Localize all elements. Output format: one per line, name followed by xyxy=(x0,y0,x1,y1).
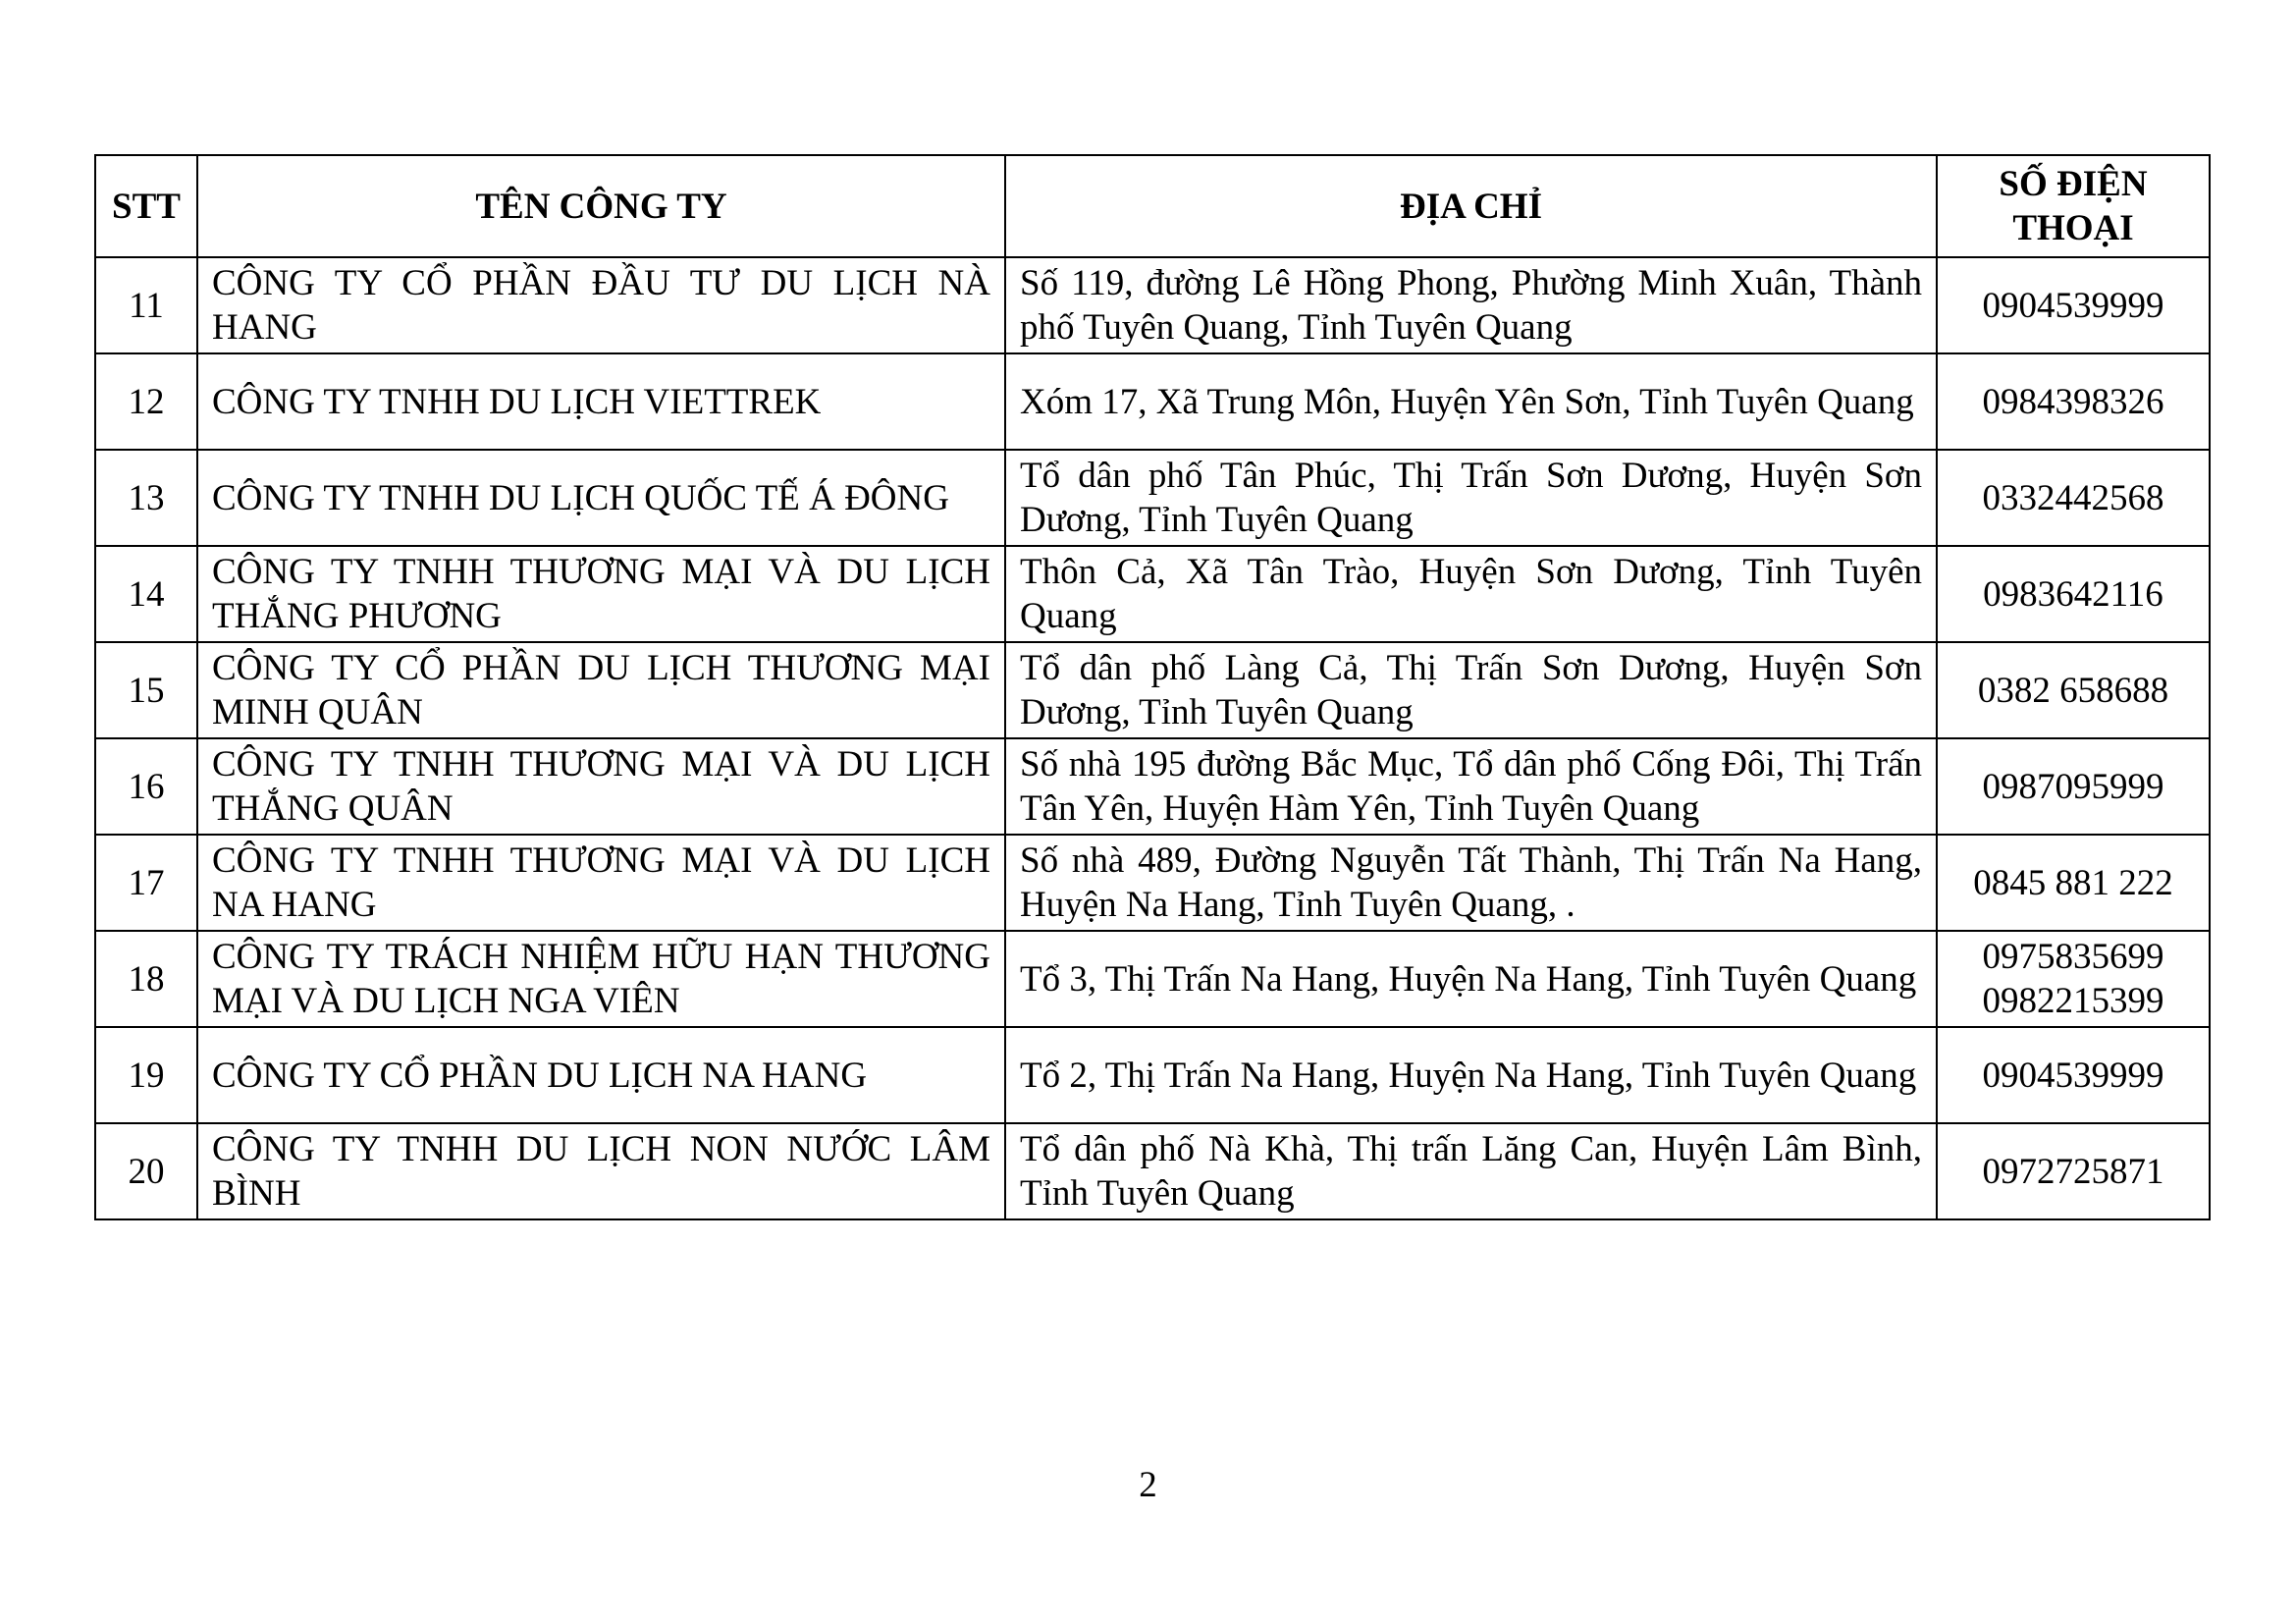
table-header-row xyxy=(95,155,2210,257)
phone-number: 0845 881 222 xyxy=(1973,862,2173,903)
phone-number: 0382 658688 xyxy=(1977,670,2169,711)
row-company-name: CÔNG TY CỔ PHẦN DU LỊCH NA HANG xyxy=(197,1027,1005,1123)
phone-number: 0972725871 xyxy=(1982,1151,2164,1192)
row-phone xyxy=(1937,1123,2210,1219)
phone-number: 0984398326 xyxy=(1982,381,2164,422)
row-stt: 12 xyxy=(95,353,197,450)
row-phone xyxy=(1937,1027,2210,1123)
row-address: Tổ dân phố Làng Cả, Thị Trấn Sơn Dương, Huyện Sơn Dương, Tỉnh Tuyên Quang xyxy=(1005,642,1937,738)
row-phone xyxy=(1937,257,2210,353)
header-phone: SỐ ĐIỆN THOẠI xyxy=(1937,155,2210,257)
phone-number: 0904539999 xyxy=(1982,285,2164,326)
row-phone xyxy=(1937,546,2210,642)
phone-number: 0987095999 xyxy=(1982,766,2164,807)
row-address: Thôn Cả, Xã Tân Trào, Huyện Sơn Dương, Tỉnh Tuyên Quang xyxy=(1005,546,1937,642)
row-stt: 11 xyxy=(95,257,197,353)
row-address: Tổ 2, Thị Trấn Na Hang, Huyện Na Hang, Tỉnh Tuyên Quang xyxy=(1005,1027,1937,1123)
row-address: Tổ 3, Thị Trấn Na Hang, Huyện Na Hang, Tỉnh Tuyên Quang xyxy=(1005,931,1937,1027)
header-stt: STT xyxy=(95,155,197,257)
table-row xyxy=(95,1123,2210,1219)
row-stt: 13 xyxy=(95,450,197,546)
row-company-name: CÔNG TY TNHH DU LỊCH QUỐC TẾ Á ĐÔNG xyxy=(197,450,1005,546)
row-address: Số nhà 489, Đường Nguyễn Tất Thành, Thị Trấn Na Hang, Huyện Na Hang, Tỉnh Tuyên Quang, . xyxy=(1005,835,1937,931)
header-address: ĐỊA CHỈ xyxy=(1005,155,1937,257)
table-row xyxy=(95,642,2210,738)
table-row xyxy=(95,450,2210,546)
phone-number: 0983642116 xyxy=(1983,573,2163,615)
phone-number: 0332442568 xyxy=(1982,477,2164,518)
phone-number: 0982215399 xyxy=(1982,981,2164,1021)
phone-number: 0975835699 xyxy=(1982,937,2164,977)
row-company-name: CÔNG TY CỔ PHẦN DU LỊCH THƯƠNG MẠI MINH QUÂN xyxy=(197,642,1005,738)
page-number: 2 xyxy=(1139,1465,1157,1505)
row-company-name: CÔNG TY CỔ PHẦN ĐẦU TƯ DU LỊCH NÀ HANG xyxy=(197,257,1005,353)
row-phone xyxy=(1937,353,2210,450)
table-row xyxy=(95,835,2210,931)
row-company-name: CÔNG TY TRÁCH NHIỆM HỮU HẠN THƯƠNG MẠI VÀ DU LỊCH NGA VIÊN xyxy=(197,931,1005,1027)
row-company-name: CÔNG TY TNHH THƯƠNG MẠI VÀ DU LỊCH THẮNG QUÂN xyxy=(197,738,1005,835)
row-phone xyxy=(1937,835,2210,931)
row-address: Tổ dân phố Tân Phúc, Thị Trấn Sơn Dương, Huyện Sơn Dương, Tỉnh Tuyên Quang xyxy=(1005,450,1937,546)
row-company-name: CÔNG TY TNHH THƯƠNG MẠI VÀ DU LỊCH NA HANG xyxy=(197,835,1005,931)
row-stt: 14 xyxy=(95,546,197,642)
row-company-name: CÔNG TY TNHH DU LỊCH VIETTREK xyxy=(197,353,1005,450)
row-phone xyxy=(1937,931,2210,1027)
phone-number: 0904539999 xyxy=(1982,1055,2164,1096)
row-address: Xóm 17, Xã Trung Môn, Huyện Yên Sơn, Tỉnh Tuyên Quang xyxy=(1005,353,1937,450)
header-company-name: TÊN CÔNG TY xyxy=(197,155,1005,257)
table-row xyxy=(95,931,2210,1027)
table-row xyxy=(95,353,2210,450)
row-phone xyxy=(1937,642,2210,738)
row-stt: 20 xyxy=(95,1123,197,1219)
row-company-name: CÔNG TY TNHH DU LỊCH NON NƯỚC LÂM BÌNH xyxy=(197,1123,1005,1219)
row-phone xyxy=(1937,738,2210,835)
table-row xyxy=(95,738,2210,835)
row-stt: 18 xyxy=(95,931,197,1027)
row-address: Số nhà 195 đường Bắc Mục, Tổ dân phố Cống Đôi, Thị Trấn Tân Yên, Huyện Hàm Yên, Tỉnh Tuyên Quang xyxy=(1005,738,1937,835)
table-row xyxy=(95,257,2210,353)
row-stt: 15 xyxy=(95,642,197,738)
table-body xyxy=(95,257,2210,1219)
table-row xyxy=(95,546,2210,642)
table-row xyxy=(95,1027,2210,1123)
row-stt: 19 xyxy=(95,1027,197,1123)
row-phone xyxy=(1937,450,2210,546)
row-stt: 17 xyxy=(95,835,197,931)
company-table xyxy=(94,154,2211,1220)
row-address: Tổ dân phố Nà Khà, Thị trấn Lăng Can, Huyện Lâm Bình, Tỉnh Tuyên Quang xyxy=(1005,1123,1937,1219)
row-company-name: CÔNG TY TNHH THƯƠNG MẠI VÀ DU LỊCH THẮNG PHƯƠNG xyxy=(197,546,1005,642)
row-stt: 16 xyxy=(95,738,197,835)
row-address: Số 119, đường Lê Hồng Phong, Phường Minh Xuân, Thành phố Tuyên Quang, Tỉnh Tuyên Quang xyxy=(1005,257,1937,353)
